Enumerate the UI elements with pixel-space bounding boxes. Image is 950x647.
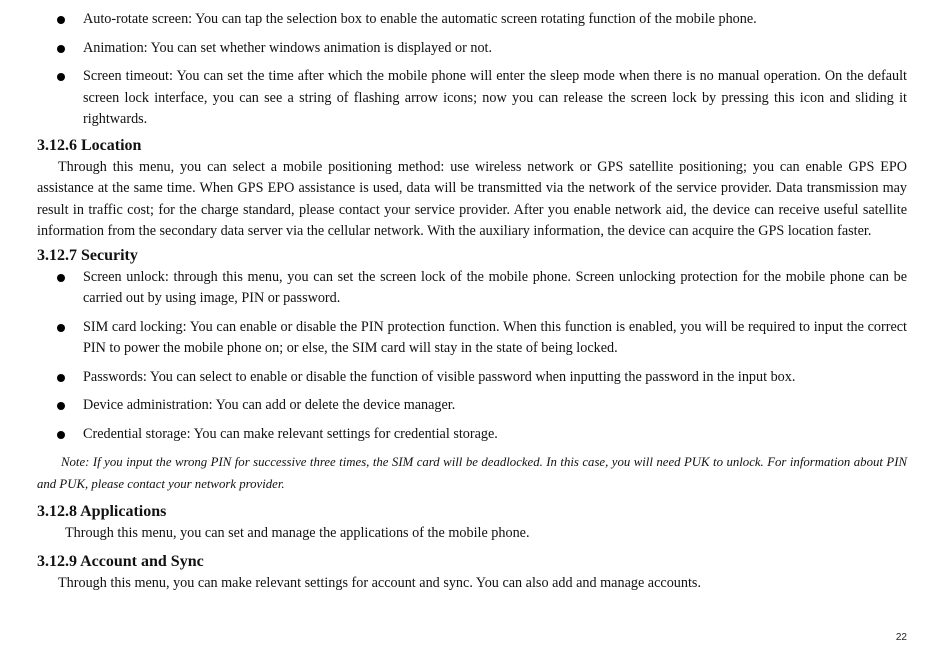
- section-heading-location: 3.12.6 Location: [37, 136, 142, 154]
- page-number: 22: [895, 632, 907, 643]
- bullet-icon: [57, 402, 65, 410]
- bullet-text: Screen unlock: through this menu, you can set the screen lock of the mobile phone. Screen unlocking protection for the mobile phone can be carried out by using image, PIN or password.: [83, 268, 907, 306]
- section-heading-account-sync: 3.12.9 Account and Sync: [37, 552, 204, 570]
- list-item: [37, 395, 907, 417]
- bullet-icon: [57, 45, 65, 53]
- list-item: [37, 267, 907, 310]
- bullet-text: Passwords: You can select to enable or disable the function of visible password when inputting the password in the input box.: [83, 368, 796, 385]
- list-item: [37, 424, 907, 446]
- bullet-icon: [57, 274, 65, 282]
- bullet-icon: [57, 374, 65, 382]
- bullet-icon: [57, 324, 65, 332]
- bullet-text: SIM card locking: You can enable or disable the PIN protection function. When this function is enabled, you will be required to input the correct PIN to power the mobile phone on; or else, the SIM card will stay in the state of being locked.: [83, 318, 907, 356]
- list-item: [37, 38, 907, 60]
- bullet-icon: [57, 16, 65, 24]
- section-heading-applications: 3.12.8 Applications: [37, 503, 167, 520]
- list-item: [37, 367, 907, 389]
- bullet-text: Credential storage: You can make relevant settings for credential storage.: [83, 425, 498, 442]
- list-item: [37, 9, 907, 31]
- bullet-text: Auto-rotate screen: You can tap the selection box to enable the automatic screen rotating function of the mobile phone.: [83, 11, 757, 27]
- bullet-icon: [57, 431, 65, 439]
- security-list: [37, 267, 907, 446]
- page-content: [37, 9, 907, 594]
- bullet-text: Screen timeout: You can set the time after which the mobile phone will enter the sleep mode when there is no manual operation. On the default screen lock interface, you can see a string of flashing arrow icons; now you can release the screen lock by pressing this icon and sliding it rightwards.: [83, 68, 907, 127]
- bullet-icon: [57, 73, 65, 81]
- section-heading-security: 3.12.7 Security: [37, 246, 138, 264]
- display-settings-list: [37, 9, 907, 131]
- account-sync-paragraph: Through this menu, you can make relevant settings for account and sync. You can also add and manage accounts.: [58, 574, 701, 591]
- list-item: [37, 66, 907, 131]
- bullet-text: Animation: You can set whether windows animation is displayed or not.: [83, 39, 493, 56]
- security-note: Note: If you input the wrong PIN for successive three times, the SIM card will be deadlocked. In this case, you will need PUK to unlock. For information about PIN and PUK, please contact your network provider.: [37, 455, 907, 491]
- list-item: [37, 317, 907, 360]
- bullet-text: Device administration: You can add or delete the device manager.: [83, 397, 456, 413]
- applications-paragraph: Through this menu, you can set and manage the applications of the mobile phone.: [65, 525, 530, 541]
- location-paragraph: Through this menu, you can select a mobile positioning method: use wireless network or GPS satellite positioning; you can enable GPS EPO assistance at the same time. When GPS EPO assistance is used, data will be transmitted via the network of the service provider. Data transmission may result in traffic cost; for the charge standard, please contact your service provider. After you enable network aid, the device can receive useful satellite information from the secondary data server via the cellular network. With the auxiliary information, the device can acquire the GPS location faster.: [37, 158, 907, 239]
